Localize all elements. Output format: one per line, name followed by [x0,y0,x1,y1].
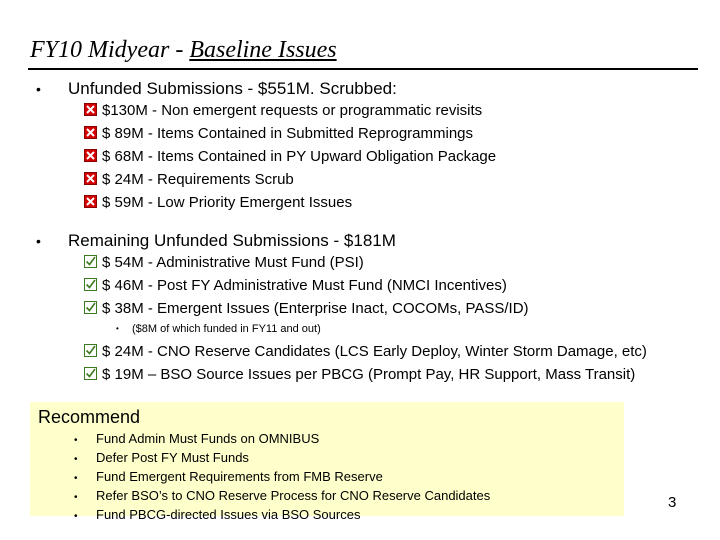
page-number: 3 [668,494,677,511]
section2-heading: Remaining Unfunded Submissions - $181M [68,231,396,250]
list-item [84,125,473,143]
slide-title [30,36,337,64]
recommend-box [30,402,624,522]
list-item [84,148,496,166]
item-text: $ 68M - Items Contained in PY Upward Obligation Package [102,148,497,165]
title-prefix: FY10 Midyear - [30,37,190,63]
list-item: • Fund Emergent Requirements from FMB Reserve [74,469,383,484]
list-item [84,254,364,272]
title-underlined: Baseline Issues [189,37,337,63]
item-text: $ 54M - Administrative Must Fund (PSI) [102,254,364,271]
item-text: $ 19M – BSO Source Issues per PBCG (Prompt Pay, HR Support, Mass Transit) [102,366,636,383]
sub-note [116,322,321,336]
item-text: $130M - Non emergent requests or programmatic revisits [102,102,483,119]
checkbox-icon [84,367,97,380]
item-text: $ 24M - Requirements Scrub [102,171,294,188]
x-box-icon [84,103,97,116]
bullet: • [116,324,119,333]
item-text: Refer BSO’s to CNO Reserve Process for CNO Reserve Candidates [96,488,491,503]
x-box-icon [84,149,97,162]
list-item [84,366,635,384]
section1-heading: Unfunded Submissions - $551M. Scrubbed: [68,79,397,98]
list-item [84,300,529,318]
section2-heading-row [36,231,396,251]
note-text: ($8M of which funded in FY11 and out) [132,323,321,335]
item-text: Fund Admin Must Funds on OMNIBUS [96,431,320,446]
list-item [84,194,352,212]
item-text: Defer Post FY Must Funds [96,450,249,465]
list-item [84,102,482,120]
checkbox-icon [84,344,97,357]
item-text: Fund PBCG-directed Issues via BSO Sources [96,507,361,522]
checkbox-icon [84,255,97,268]
recommend-title: Recommend [38,407,141,427]
list-item: • Fund Admin Must Funds on OMNIBUS [74,431,320,446]
item-text: $ 38M - Emergent Issues (Enterprise Inact, COCOMs, PASS/ID) [102,300,529,317]
item-text: $ 89M - Items Contained in Submitted Reprogrammings [102,125,474,142]
x-box-icon [84,126,97,139]
item-text: $ 59M - Low Priority Emergent Issues [102,194,353,211]
list-item [84,343,647,361]
list-item [84,171,294,189]
x-box-icon [84,172,97,185]
item-text: $ 46M - Post FY Administrative Must Fund (NMCI Incentives) [102,277,507,294]
list-item: • Defer Post FY Must Funds [74,450,249,465]
bullet: • [36,81,41,97]
checkbox-icon [84,301,97,314]
item-text: Fund Emergent Requirements from FMB Reserve [96,469,383,484]
list-item [84,277,507,295]
checkbox-icon [84,278,97,291]
list-item: • Fund PBCG-directed Issues via BSO Sources [74,507,361,522]
recommend-list [74,430,490,525]
section1-heading-row [36,79,397,99]
item-text: $ 24M - CNO Reserve Candidates (LCS Early Deploy, Winter Storm Damage, etc) [102,343,647,360]
list-item: • Refer BSO’s to CNO Reserve Process for CNO Reserve Candidates [74,488,491,503]
bullet: • [36,233,41,249]
title-divider [28,68,698,70]
x-box-icon [84,195,97,208]
